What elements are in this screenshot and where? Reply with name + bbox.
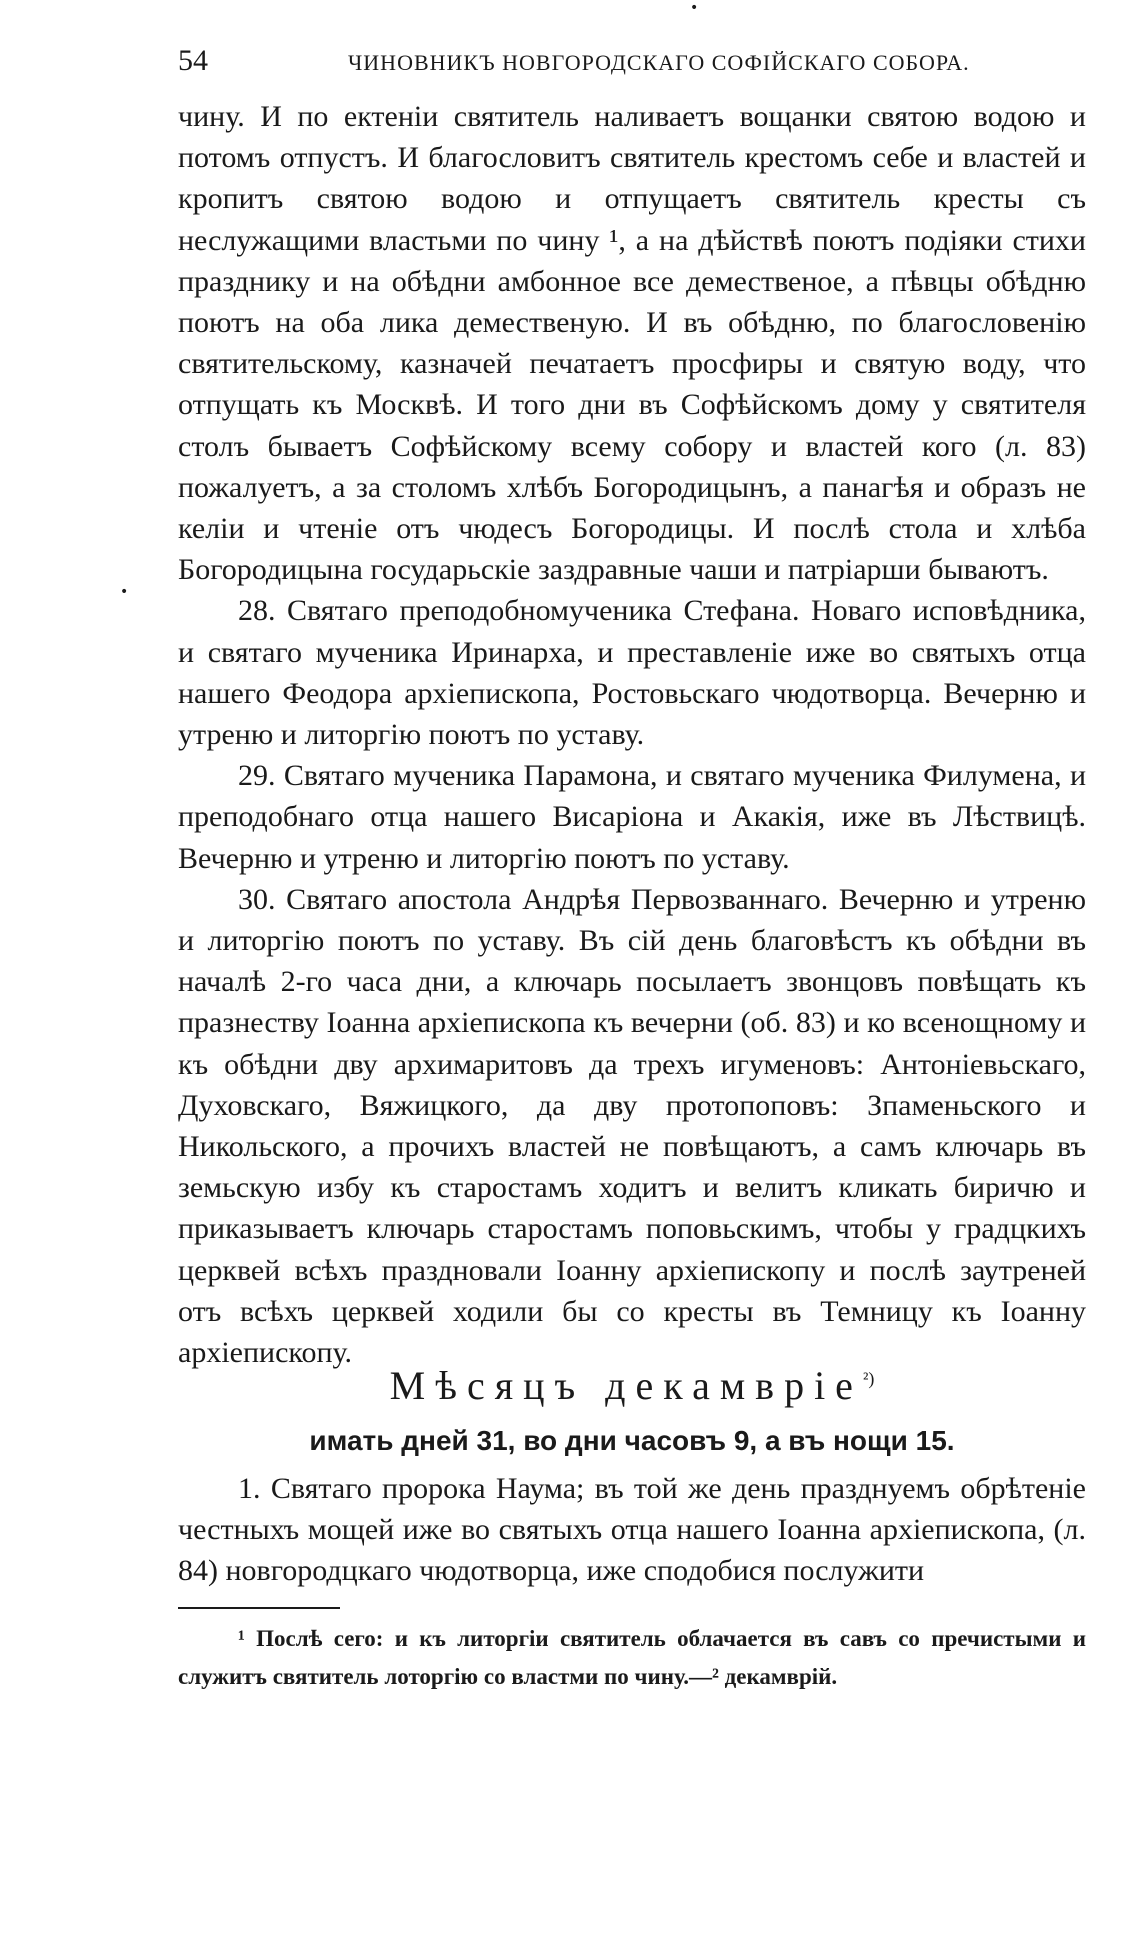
running-title: ЧИНОВНИКЪ НОВГОРОДСКАГО СОФІЙСКАГО СОБОРА. <box>348 50 970 75</box>
footnote-text: ¹ Послѣ сего: и къ литоргіи святитель облачается въ савъ со пречистыми и служитъ святитель лоторгію со властми по чину.—² декамврій. <box>178 1626 1086 1689</box>
month-heading-text: Мѣсяцъ декамвріе <box>389 1363 863 1408</box>
month-heading <box>178 1362 1086 1409</box>
month-heading-footnote-ref: ²) <box>862 1368 875 1389</box>
paragraph-day-29: 29. Святаго мученика Парамона, и святаго мученика Филумена, и преподобнаго отца нашего Висаріона и Акакія, иже въ Лѣствицѣ. Вечерню и утреню и литоргію поютъ по уставу. <box>178 759 1086 875</box>
month-subheading: имать дней 31, во дни часовъ 9, а въ нощи 15. <box>309 1425 955 1456</box>
stray-margin-mark: • <box>120 584 129 600</box>
page-number: 54 <box>178 44 208 77</box>
main-text <box>178 96 1086 1373</box>
footnotes <box>178 1620 1086 1696</box>
paragraph-continuation: чину. И по ектеніи святитель наливаетъ вощанки святою водою и потомъ отпустъ. И благословитъ святитель крестомъ себе и властей и кропитъ святою водою и отпущаетъ святитель кресты съ неслужащими властьми по чину ¹, а на дѣйствѣ поютъ подіяки стихи празднику и на обѣдни амбонное все демественое, а пѣвцы обѣдню поютъ на оба лика демественую. И въ обѣдню, по благословенію святительскому, казначей печатаетъ просфиры и святую воду, что отпущать къ Москвѣ. И того дни въ Софѣйскомъ дому у святителя столъ бываетъ Софѣйскому всему собору и властей кого (л. 83) пожалуетъ, а за столомъ хлѣбъ Богородицынъ, а панагѣя и образъ не келіи и чтеніе отъ чюдесъ Богородицы. И послѣ стола и хлѣба Богородицына государьскіе заздравные чаши и патріарши бываютъ. <box>178 100 1086 587</box>
paragraph-day-30: 30. Святаго апостола Андрѣя Первозваннаго. Вечерню и утреню и литоргію поютъ по уставу. Въ сій день благовѣстъ къ обѣдни въ началѣ 2-го часа дни, а ключарь посылаетъ звонцовъ повѣщать къ празнеству Іоанна архіепископа къ вечерни (об. 83) и ко всенощному и къ обѣдни дву архимаритовъ да трехъ игуменовъ: Антоніевьскаго, Духовскаго, Вяжицкого, да дву протопоповъ: Зпаменьского и Никольского, а прочихъ властей не повѣщаютъ, а самъ ключарь въ земьскую избу къ старостамъ ходитъ и велитъ кликать биричю и приказываетъ ключарь старостамъ поповьскимъ, чтобы у градцкихъ церквей всѣхъ праздновали Іоанну архіепископу и послѣ заутреней отъ всѣхъ церквей ходили бы со кресты въ Темницу къ Іоанну архіепископу. <box>178 882 1086 1370</box>
stray-dot-mark: • <box>690 0 699 16</box>
footnote-divider <box>178 1607 340 1609</box>
december-entry <box>178 1468 1086 1591</box>
page-header <box>178 44 1078 84</box>
paragraph-day-28: 28. Святаго преподобномученика Стефана. Новаго исповѣдника, и святаго мученика Иринарха, и преставленіе иже во святыхъ отца нашего Феодора архіепископа, Ростовьскаго чюдотворца. Вечерню и утреню и литоргію поютъ по уставу. <box>178 594 1086 752</box>
paragraph-day-1: 1. Святаго пророка Наума; въ той же день празднуемъ обрѣтеніе честныхъ мощей иже во святыхъ отца нашего Іоанна архіепископа, (л. 84) новгородцкаго чюдотворца, иже сподобися послужити <box>178 1472 1086 1587</box>
